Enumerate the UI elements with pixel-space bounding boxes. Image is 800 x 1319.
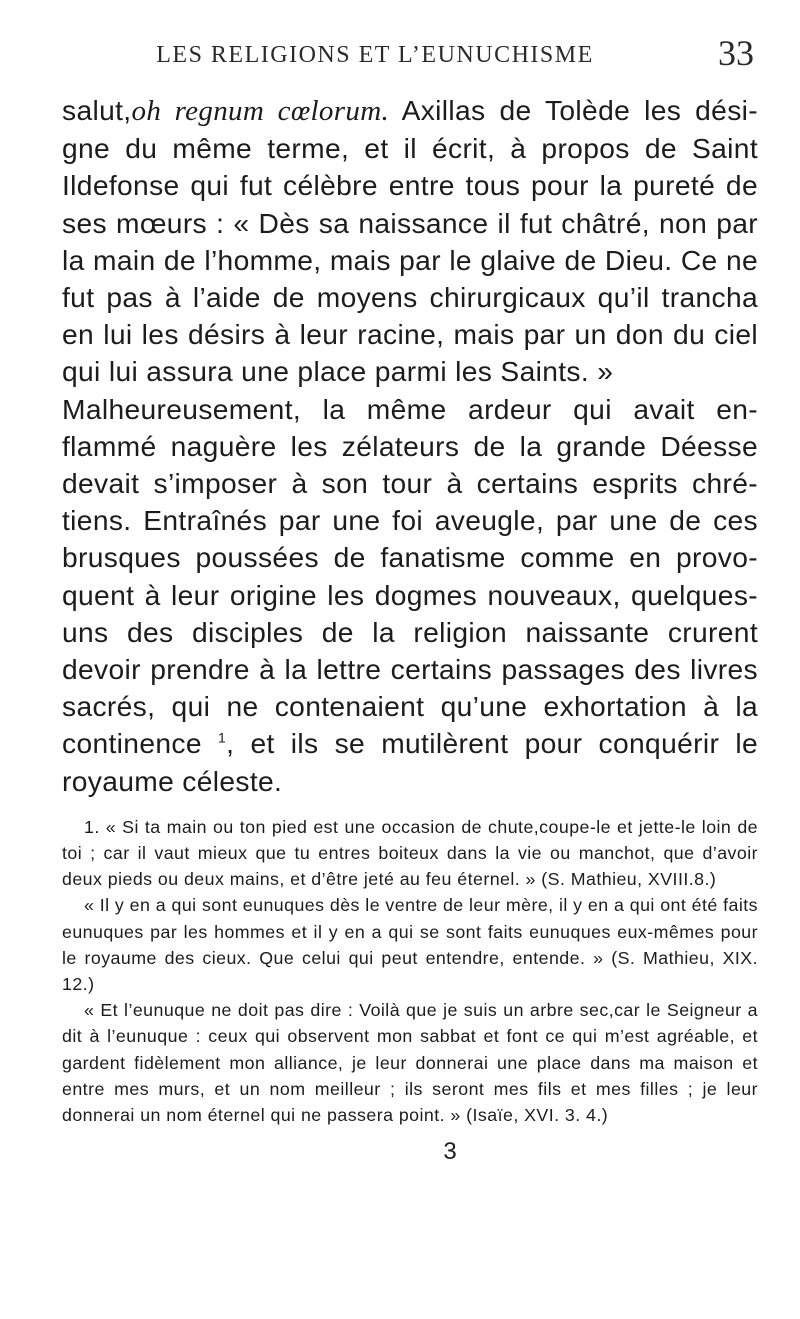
paragraph-1-rest: Axillas de Tolède les dési-gne du même terme, et il écrit, à propos de Saint Ildefonse qui fut célèbre entre tous pour la pureté de ses mœurs : « Dès sa naissance il fut châtré, non par la main de l’homme, mais par le glaive de Dieu. Ce ne fut pas à l’aide de moyens chirurgicaux qu’il trancha en lui les désirs à leur racine, mais par un don du ciel qui lui assura une place parmi les Saints. » <box>62 94 759 388</box>
paragraph-2-before: Malheureusement, la même ardeur qui avait en-flammé naguère les zélateurs de la grande Déesse devait s’imposer à son tour à certains esprits chré-tiens. Entraînés par une foi aveugle, par une de ces brusques poussées de fanatisme comme en provo-quent à leur origine les dogmes nouveaux, quelques-uns des disciples de la religion naissante crurent devoir prendre à la lettre certains passages des livres sacrés, qui ne contenaient qu’une exhortation à la continence <box>62 392 758 760</box>
main-text <box>62 92 758 800</box>
latin-quote: oh regnum cœlorum. <box>131 95 390 127</box>
running-head <box>62 32 758 73</box>
footnote-3: « Et l’eunuque ne doit pas dire : Voilà que je suis un arbre sec,car le Seigneur a dit à l’eunuque : ceux qui observent mon sabbat et font ce qui m’est agréable, et gardent fidèlement mon alliance, je leur donnerai une place dans ma maison et entre mes murs, et un nom meilleur ; ils seront mes fils et mes filles ; je leur donnerai un nom éternel qui ne passera point. » (Isaïe, XVI. 3. 4.) <box>62 1000 758 1126</box>
paragraph-1 <box>62 92 758 391</box>
paragraph-1-lead: salut, <box>62 94 132 126</box>
running-title: LES RELIGIONS ET L’EUNUCHISME <box>156 42 594 68</box>
page-number: 33 <box>718 33 754 73</box>
footnote-1: 1. « Si ta main ou ton pied est une occasion de chute,coupe-le et jette-le loin de toi ; car il vaut mieux que tu entres boiteux dans la vie ou manchot, que d’avoir deux pieds ou deux mains, et d’être jeté au feu éternel. » (S. Mathieu, XVIII.8.) <box>62 816 758 890</box>
footnote-2: « Il y en a qui sont eunuques dès le ventre de leur mère, il y en a qui ont été faits eunuques par les hommes et il y en a qui se sont faits eunuques eux-mêmes pour le royaume des cieux. Que celui qui peut entendre, entende. » (S. Mathieu, XIX. 12.) <box>62 895 758 995</box>
paragraph-2 <box>62 391 758 800</box>
footnote-reference: 1 <box>217 730 227 747</box>
footnotes <box>62 814 758 1128</box>
paragraph-2-after: , et ils se mutilèrent pour conquérir le royaume céleste. <box>62 727 758 797</box>
signature-mark: 3 <box>443 1138 457 1166</box>
